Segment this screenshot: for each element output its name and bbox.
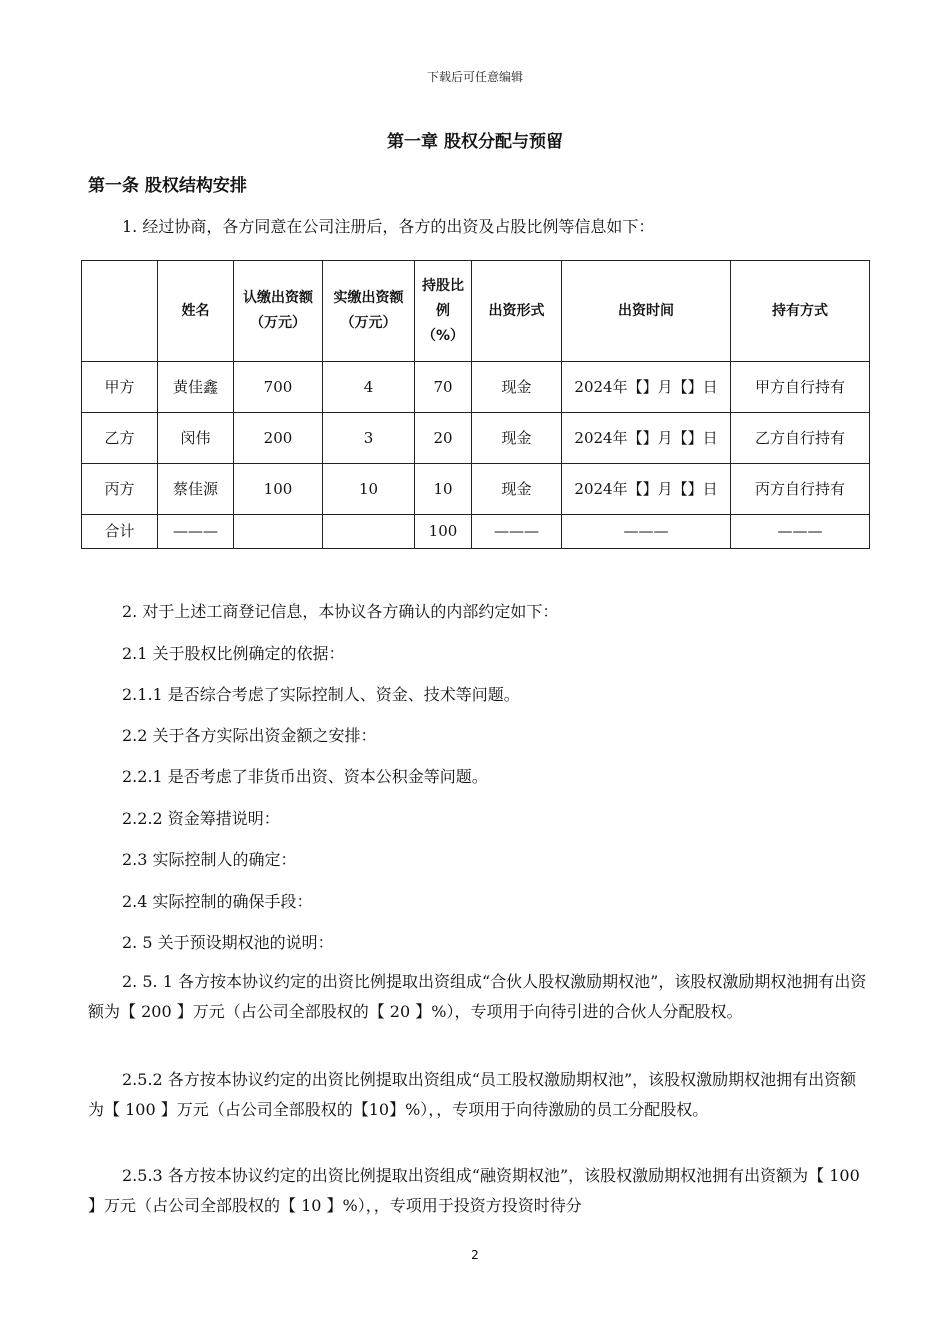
table-row — [82, 362, 870, 413]
paragraph: 2.1 关于股权比例确定的依据： — [122, 644, 345, 663]
table-cell: 丙方自行持有 — [731, 464, 870, 515]
table-cell: 2024年【】月【】日 — [562, 413, 731, 464]
page-header: 下载后可任意编辑 — [426, 70, 523, 84]
table-cell: ——— — [472, 515, 562, 549]
intro-paragraph: 1. 经过协商，各方同意在公司注册后，各方的出资及占股比例等信息如下： — [122, 217, 655, 236]
table-cell: 3 — [323, 413, 415, 464]
table-cell — [323, 515, 415, 549]
header-cell — [82, 261, 158, 362]
paragraph: 2.1.1 是否综合考虑了实际控制人、资金、技术等问题。 — [122, 685, 520, 704]
table-cell: 蔡佳源 — [158, 464, 234, 515]
paragraph: 2.2 关于各方实际出资金额之安排： — [122, 726, 377, 745]
page-number: 2 — [471, 1248, 479, 1262]
table-cell: 甲方 — [82, 362, 158, 413]
table-cell: 100 — [234, 464, 323, 515]
table-cell: 闵伟 — [158, 413, 234, 464]
header-cell: 出资形式 — [472, 261, 562, 362]
header-cell: 姓名 — [158, 261, 234, 362]
paragraph: 2.2.2 资金筹措说明： — [122, 809, 280, 828]
table-cell: 现金 — [472, 413, 562, 464]
table-cell: 70 — [415, 362, 472, 413]
chapter-title: 第一章 股权分配与预留 — [387, 132, 563, 152]
table-cell: 合计 — [82, 515, 158, 549]
paragraph: 2. 5 关于预设期权池的说明： — [122, 933, 334, 952]
table-cell: 200 — [234, 413, 323, 464]
table-cell: ——— — [158, 515, 234, 549]
table-cell: 100 — [415, 515, 472, 549]
header-cell: 持股比例（%） — [415, 261, 472, 362]
table-cell: 丙方 — [82, 464, 158, 515]
paragraph: 2. 对于上述工商登记信息，本协议各方确认的内部约定如下： — [122, 602, 559, 621]
header-cell: 持有方式 — [731, 261, 870, 362]
table-header-row — [82, 261, 870, 362]
clause-2-5-3: 2.5.3 各方按本协议约定的出资比例提取出资组成“融资期权池”，该股权激励期权池拥有出资额为【 100 】万元（占公司全部股权的【 10 】%），，专项用于投资方投资时待分 — [88, 1166, 860, 1215]
table-cell: 10 — [415, 464, 472, 515]
table-cell: 10 — [323, 464, 415, 515]
header-cell: 认缴出资额（万元） — [234, 261, 323, 362]
table-cell: 700 — [234, 362, 323, 413]
table-cell: 现金 — [472, 464, 562, 515]
table-cell: 4 — [323, 362, 415, 413]
table-cell: ——— — [562, 515, 731, 549]
clause-2-5-2: 2.5.2 各方按本协议约定的出资比例提取出资组成“员工股权激励期权池”，该股权激励期权池拥有出资额为【 100 】万元（占公司全部股权的【10】%），，专项用于向待激励的员工分配股权。 — [88, 1070, 857, 1119]
header-cell: 实缴出资额（万元） — [323, 261, 415, 362]
article-title: 第一条 股权结构安排 — [88, 176, 247, 196]
table-row — [82, 464, 870, 515]
paragraph: 2.4 实际控制的确保手段： — [122, 892, 313, 911]
table-total-row — [82, 515, 870, 549]
table-cell: 乙方自行持有 — [731, 413, 870, 464]
table-cell: 2024年【】月【】日 — [562, 362, 731, 413]
table-cell: 乙方 — [82, 413, 158, 464]
paragraph: 2.3 实际控制人的确定： — [122, 850, 297, 869]
paragraph: 2.2.1 是否考虑了非货币出资、资本公积金等问题。 — [122, 767, 488, 786]
table-cell: ——— — [731, 515, 870, 549]
table-row — [82, 413, 870, 464]
table-cell: 现金 — [472, 362, 562, 413]
table-cell: 甲方自行持有 — [731, 362, 870, 413]
table-cell: 2024年【】月【】日 — [562, 464, 731, 515]
clause-2-5-1: 2. 5. 1 各方按本协议约定的出资比例提取出资组成“合伙人股权激励期权池”，该股权激励期权池拥有出资额为【 200 】万元（占公司全部股权的【 20 】%），专项用于向待引进的合伙人分配股权。 — [88, 972, 867, 1021]
shareholding-table — [81, 260, 870, 549]
table-cell: 20 — [415, 413, 472, 464]
table-cell — [234, 515, 323, 549]
header-cell: 出资时间 — [562, 261, 731, 362]
table-cell: 黄佳鑫 — [158, 362, 234, 413]
